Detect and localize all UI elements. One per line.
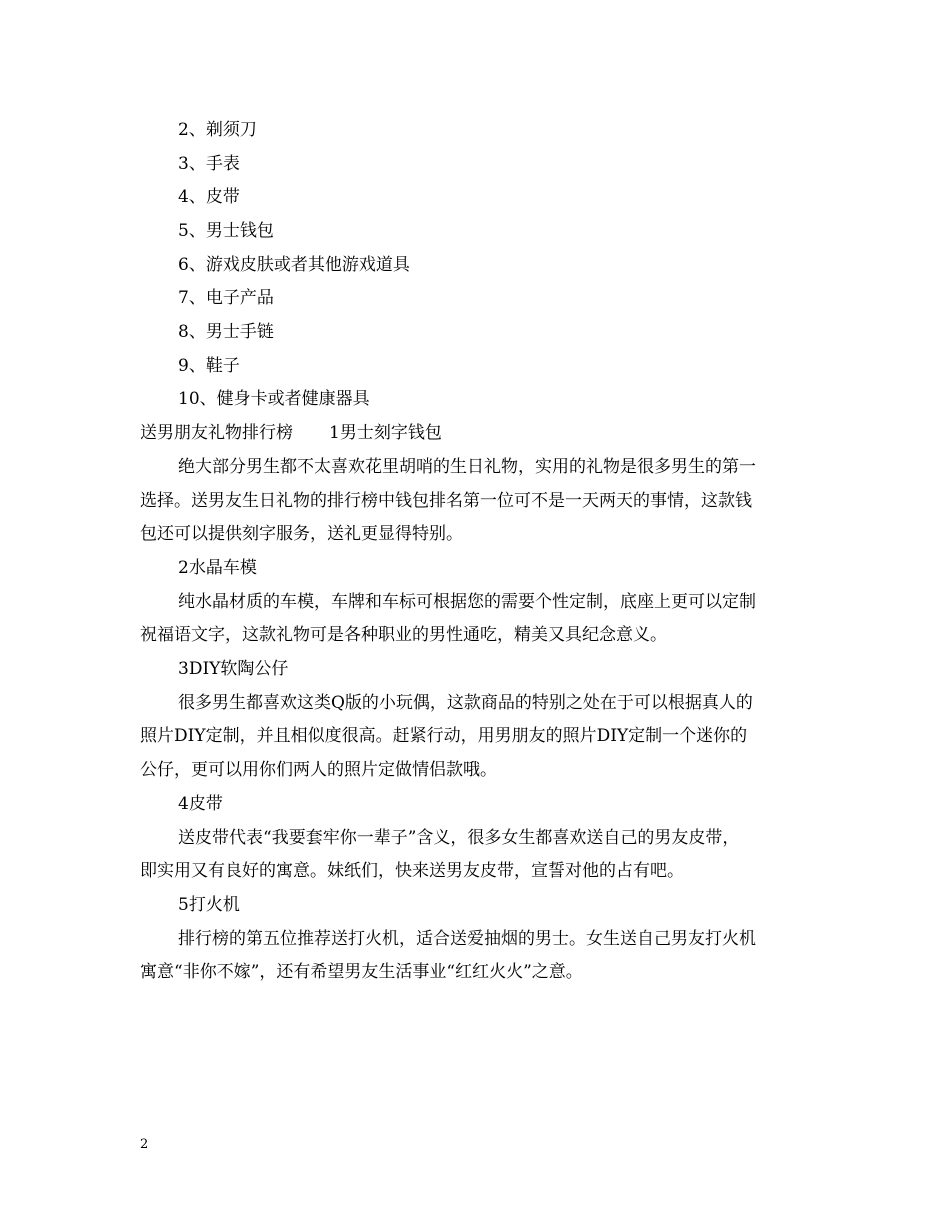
paragraph-line: 寓意“非你不嫁”，还有希望男友生活事业“红红火火”之意。: [140, 962, 583, 982]
paragraph-line: 选择。送男友生日礼物的排行榜中钱包排名第一位可不是一天两天的事情，这款钱: [140, 491, 752, 511]
list-item: 7、电子产品: [178, 288, 274, 308]
ranking-item-heading: 3DIY软陶公仔: [178, 659, 289, 679]
list-item: 10、健身卡或者健康器具: [178, 389, 370, 409]
ranking-title-line: [140, 422, 442, 444]
paragraph-line: 照片DIY定制，并且相似度很高。赶紧行动，用男朋友的照片DIY定制一个迷你的: [140, 726, 748, 746]
ranking-item-heading: 4皮带: [178, 794, 223, 814]
ranking-item-heading: 2水晶车模: [178, 558, 257, 578]
list-item: 3、手表: [178, 154, 240, 174]
list-item: 8、男士手链: [178, 322, 274, 342]
paragraph-line: 很多男生都喜欢这类Q版的小玩偶，这款商品的特别之处在于可以根据真人的: [178, 693, 753, 713]
page-number: 2: [140, 1137, 149, 1152]
paragraph-line: 绝大部分男生都不太喜欢花里胡哨的生日礼物，实用的礼物是很多男生的第一: [178, 457, 756, 477]
list-item: 2、剃须刀: [178, 120, 257, 140]
list-item: 6、游戏皮肤或者其他游戏道具: [178, 255, 410, 275]
ranking-title: 送男朋友礼物排行榜: [140, 423, 293, 443]
list-item: 4、皮带: [178, 187, 240, 207]
paragraph-line: 排行榜的第五位推荐送打火机，适合送爱抽烟的男士。女生送自己男友打火机: [178, 929, 756, 949]
paragraph-line: 包还可以提供刻字服务，送礼更显得特别。: [140, 524, 463, 544]
list-item: 5、男士钱包: [178, 221, 274, 241]
ranking-item-heading: 5打火机: [178, 895, 240, 915]
paragraph-line: 送皮带代表“我要套牢你一辈子”含义，很多女生都喜欢送自己的男友皮带，: [178, 828, 740, 848]
paragraph-line: 公仔，更可以用你们两人的照片定做情侣款哦。: [140, 760, 497, 780]
paragraph-line: 纯水晶材质的车模，车牌和车标可根据您的需要个性定制，底座上更可以定制: [178, 592, 756, 612]
paragraph-line: 即实用又有良好的寓意。妹纸们，快来送男友皮带，宣誓对他的占有吧。: [140, 861, 684, 881]
list-item: 9、鞋子: [178, 356, 240, 376]
paragraph-line: 祝福语文字，这款礼物可是各种职业的男性通吃，精美又具纪念意义。: [140, 625, 667, 645]
ranking-item-heading: 1男士刻字钱包: [329, 423, 442, 443]
